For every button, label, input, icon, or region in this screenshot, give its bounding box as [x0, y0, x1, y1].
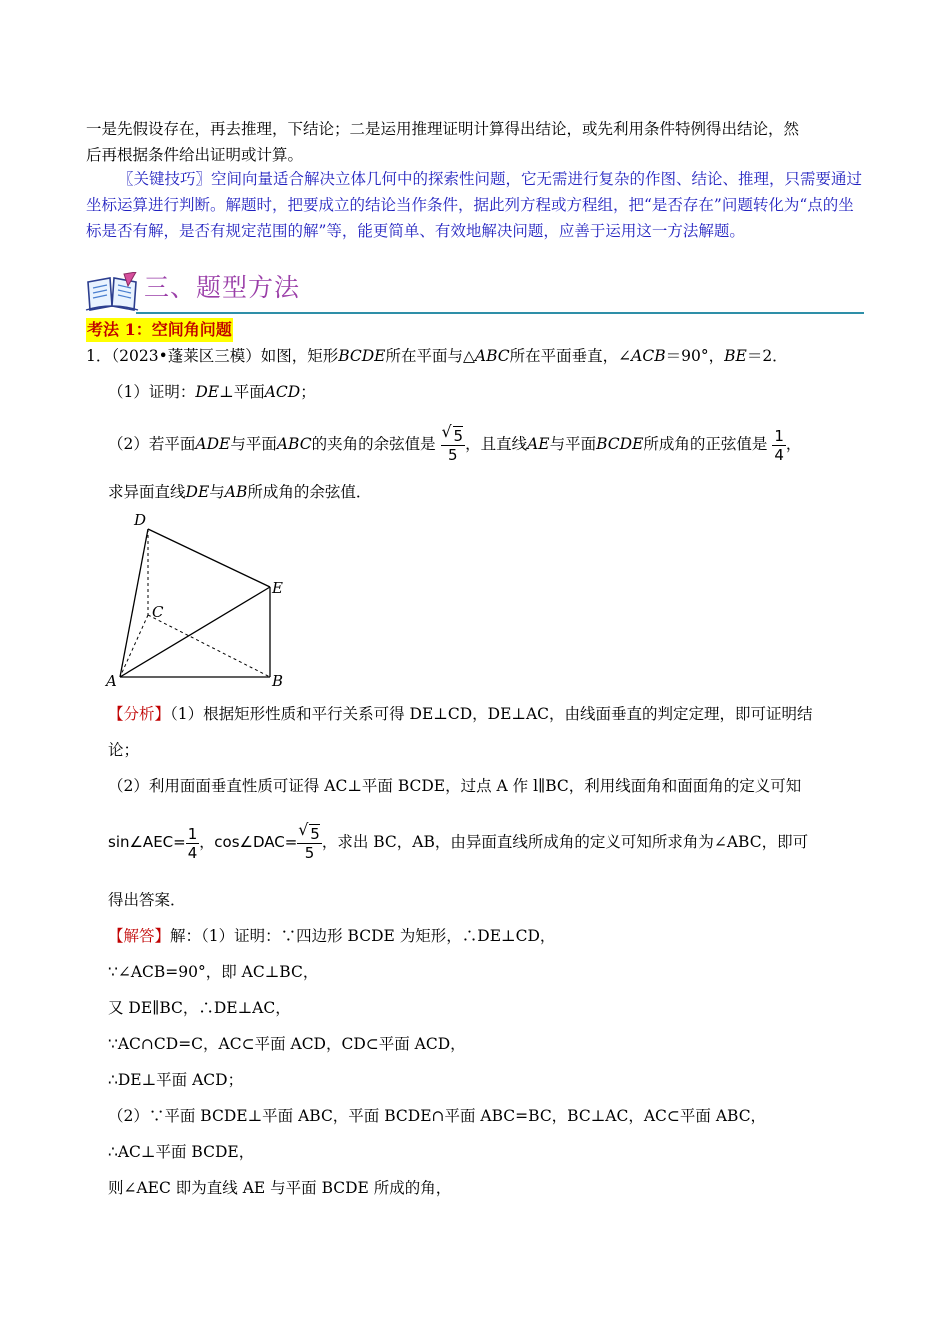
geometry-figure	[100, 505, 300, 695]
analysis-line-1: 【分析】（1）根据矩形性质和平行关系可得 DE⊥CD，DE⊥AC，由线面垂直的判定定理，即可证明结	[108, 705, 813, 723]
problem-part-2-cont: 求异面直线DE与AB所成角的余弦值．	[108, 483, 372, 501]
solution-line-6: （2）∵平面 BCDE⊥平面 ABC，平面 BCDE∩平面 ABC=BC，BC⊥AC，AC⊂平面 ABC，	[108, 1107, 767, 1125]
intro-paragraph	[86, 116, 864, 168]
section-divider	[136, 312, 864, 314]
problem-part-2: （2）若平面ADE与平面ABC的夹角的余弦值是 √ $\frac{5}{5}$ ，且直线AE与平面BCDE所成角的正弦值是 $\frac{1}{4}$ ，	[108, 416, 801, 472]
solution-line-4: ∵AC∩CD=C，AC⊂平面 ACD，CD⊂平面 ACD，	[108, 1035, 466, 1053]
edge-CA	[120, 615, 148, 677]
fraction-sqrt5-over-5: √ $\frac{5}{5}$	[441, 426, 466, 464]
fraction-one-quarter: $\frac{1}{4}$	[774, 426, 784, 464]
solution-line-2: ∵∠ACB=90°，即 AC⊥BC，	[108, 963, 319, 981]
solution-line-8: 则∠AEC 即为直线 AE 与平面 BCDE 所成的角，	[108, 1179, 452, 1197]
label-C: C	[152, 603, 164, 621]
open-book-icon	[84, 272, 140, 312]
analysis-line-3: （2）利用面面垂直性质可证得 AC⊥平面 BCDE，过点 A 作 l∥BC，利用线面角和面面角的定义可知	[108, 777, 802, 795]
analysis-line-4: sin∠AEC= $\frac{1}{4}$ ，cos∠DAC= √ $\frac{5}{5}$ ，求出 BC，AB，由异面直线所成角的定义可知所求角为∠ABC，即可	[108, 822, 808, 862]
label-A: A	[106, 672, 117, 690]
section-title: 三、题型方法	[144, 273, 301, 302]
solution-line-5: ∴DE⊥平面 ACD；	[108, 1071, 244, 1089]
key-tip-paragraph: 〖关键技巧〗空间向量适合解决立体几何中的探索性问题，它无需进行复杂的作图、结论、推理，只需要通过坐标运算进行判断。解题时，把要成立的结论当作条件，据此列方程或方程组，把“是否存在”问题转化为“点的坐标是否有解，是否有规定范围的解”等，能更简单、有效地解决问题，应善于运用这一方法解题。	[86, 170, 863, 240]
fraction-cos-dac: √ $\frac{5}{5}$	[297, 824, 322, 862]
solution-line-7: ∴AC⊥平面 BCDE，	[108, 1143, 255, 1161]
fraction-sin-aec: $\frac{1}{4}$	[187, 824, 198, 862]
analysis-line-2: 论；	[108, 741, 140, 759]
label-B: B	[272, 672, 284, 690]
intro-line-2: 后再根据条件给出证明或计算。	[86, 146, 304, 164]
label-D: D	[134, 511, 147, 529]
edge-DE	[148, 529, 270, 587]
problem-statement: 1．（2023•蓬莱区三模）如图，矩形BCDE所在平面与△ABC所在平面垂直，∠ACB＝90°，BE＝2．	[86, 347, 788, 365]
problem-part-1: （1）证明：DE⊥平面ACD；	[108, 383, 316, 401]
solution-line-1: 【解答】解：（1）证明：∵四边形 BCDE 为矩形，∴DE⊥CD，	[108, 927, 556, 945]
edge-AE	[120, 587, 270, 677]
analysis-line-5: 得出答案．	[108, 891, 186, 909]
intro-line-1: 一是先假设存在，再去推理，下结论；二是运用推理证明计算得出结论，或先利用条件特例得出结论，然	[86, 120, 800, 138]
edge-DA	[120, 529, 148, 677]
method-label: 考法 1：空间角问题	[86, 318, 233, 342]
section-header	[84, 266, 864, 316]
label-E: E	[272, 579, 283, 597]
solution-line-3: 又 DE∥BC，∴DE⊥AC，	[108, 999, 291, 1017]
